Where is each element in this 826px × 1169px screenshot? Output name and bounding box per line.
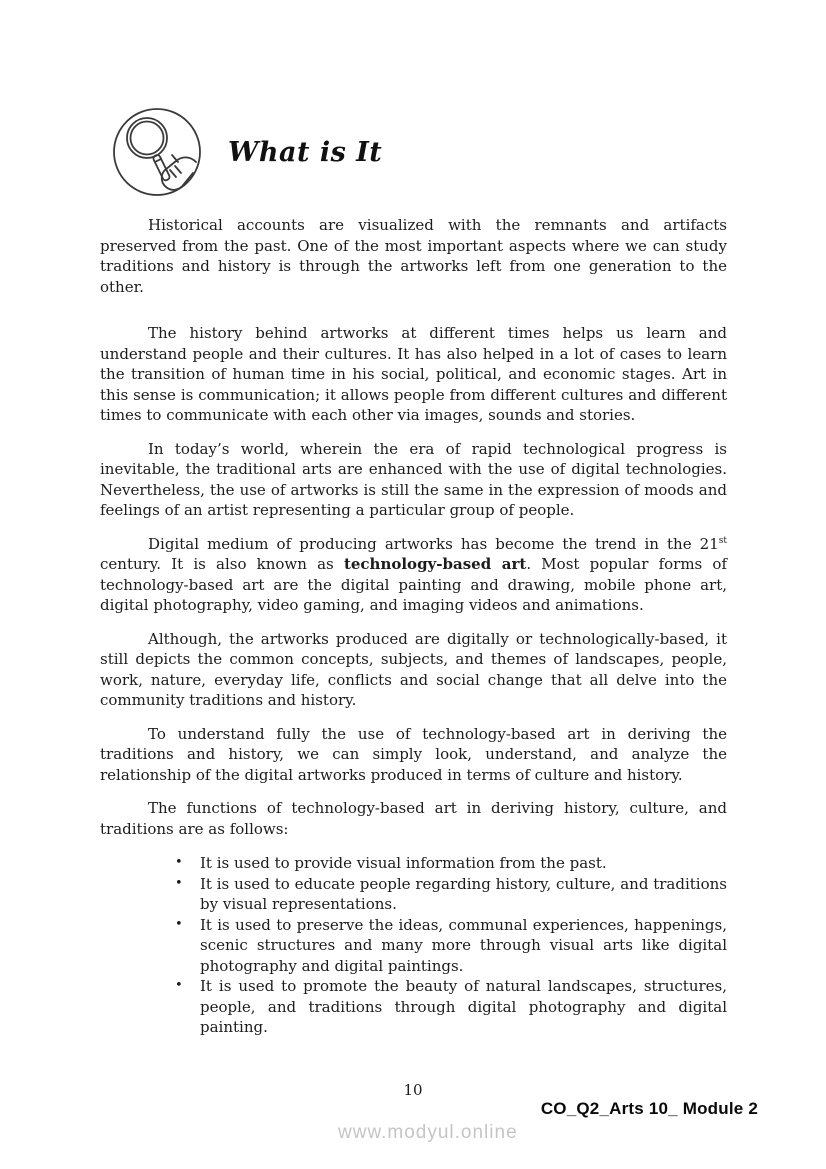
section-title: What is It <box>228 136 383 168</box>
list-item <box>175 976 727 1038</box>
section-header <box>112 106 727 198</box>
paragraph-segment: . Most popular forms of technology-based art are the digital painting and drawing, mobile phone art, digital photography, video gaming, and imaging videos and animations. <box>100 555 727 614</box>
paragraph-digital-medium <box>100 534 727 616</box>
bullet-icon: • <box>175 978 183 993</box>
paragraph-segment: century. It is also known as <box>100 555 344 573</box>
bullet-icon: • <box>175 855 183 870</box>
list-item <box>175 853 727 874</box>
watermark-url: www.modyul.online <box>338 1122 518 1143</box>
paragraph-todays-world: In today’s world, wherein the era of rapid technological progress is inevitable, the traditional arts are enhanced with the use of digital technologies. Nevertheless, the use of artworks is still the same in the expression of moods and feelings of an artist representing a particular group of people. <box>100 439 727 519</box>
paragraph-history-behind-artworks: The history behind artworks at different times helps us learn and understand people and their cultures. It has also helped in a lot of cases to learn the transition of human time in his social, political, and economic stages. Art in this sense is communication; it allows people from different cultures and different times to communicate with each other via images, sounds and stories. <box>100 324 727 424</box>
page-content <box>100 0 727 1038</box>
paragraph-segment: Digital medium of producing artworks has become the trend in the 21 <box>148 534 719 553</box>
paragraph-historical-accounts: Historical accounts are visualized with the remnants and artifacts preserved from the past. One of the most important aspects where we can study traditions and history is through the artworks left from one generation to the other. <box>100 216 727 296</box>
magnifying-glass-in-hand-icon <box>112 107 202 197</box>
list-item <box>175 915 727 977</box>
list-item-text: It is used to educate people regarding history, culture, and traditions by visual representations. <box>200 874 727 913</box>
paragraph-although-artworks: Although, the artworks produced are digitally or technologically-based, it still depicts the common concepts, subjects, and themes of landscapes, people, work, nature, everyday life, conflicts and social change that all delve into the community traditions and history. <box>100 629 727 709</box>
ordinal-superscript: st <box>718 535 727 546</box>
bullet-icon: • <box>175 875 183 891</box>
list-item <box>175 874 727 915</box>
paragraph-functions-intro: The functions of technology-based art in deriving history, culture, and traditions are as follows: <box>100 799 727 838</box>
list-item-text: It is used to preserve the ideas, communal experiences, happenings, scenic structures and many more through visual arts like digital photography and digital paintings. <box>200 915 727 975</box>
list-item-text: It is used to promote the beauty of natural landscapes, structures, people, and traditions through digital photography and digital painting. <box>200 977 727 1036</box>
functions-bullet-list <box>100 853 727 1038</box>
bullet-icon: • <box>175 916 183 932</box>
page-number: 10 <box>403 1081 423 1099</box>
key-term-technology-based-art: technology-based art <box>343 555 527 573</box>
module-footer-label: CO_Q2_Arts 10_ Module 2 <box>540 1099 758 1118</box>
paragraph-understand-fully: To understand fully the use of technology-based art in deriving the traditions and history, we can simply look, understand, and analyze the relationship of the digital artworks produced in terms of culture and history. <box>100 724 727 784</box>
list-item-text: It is used to provide visual information from the past. <box>200 854 607 872</box>
